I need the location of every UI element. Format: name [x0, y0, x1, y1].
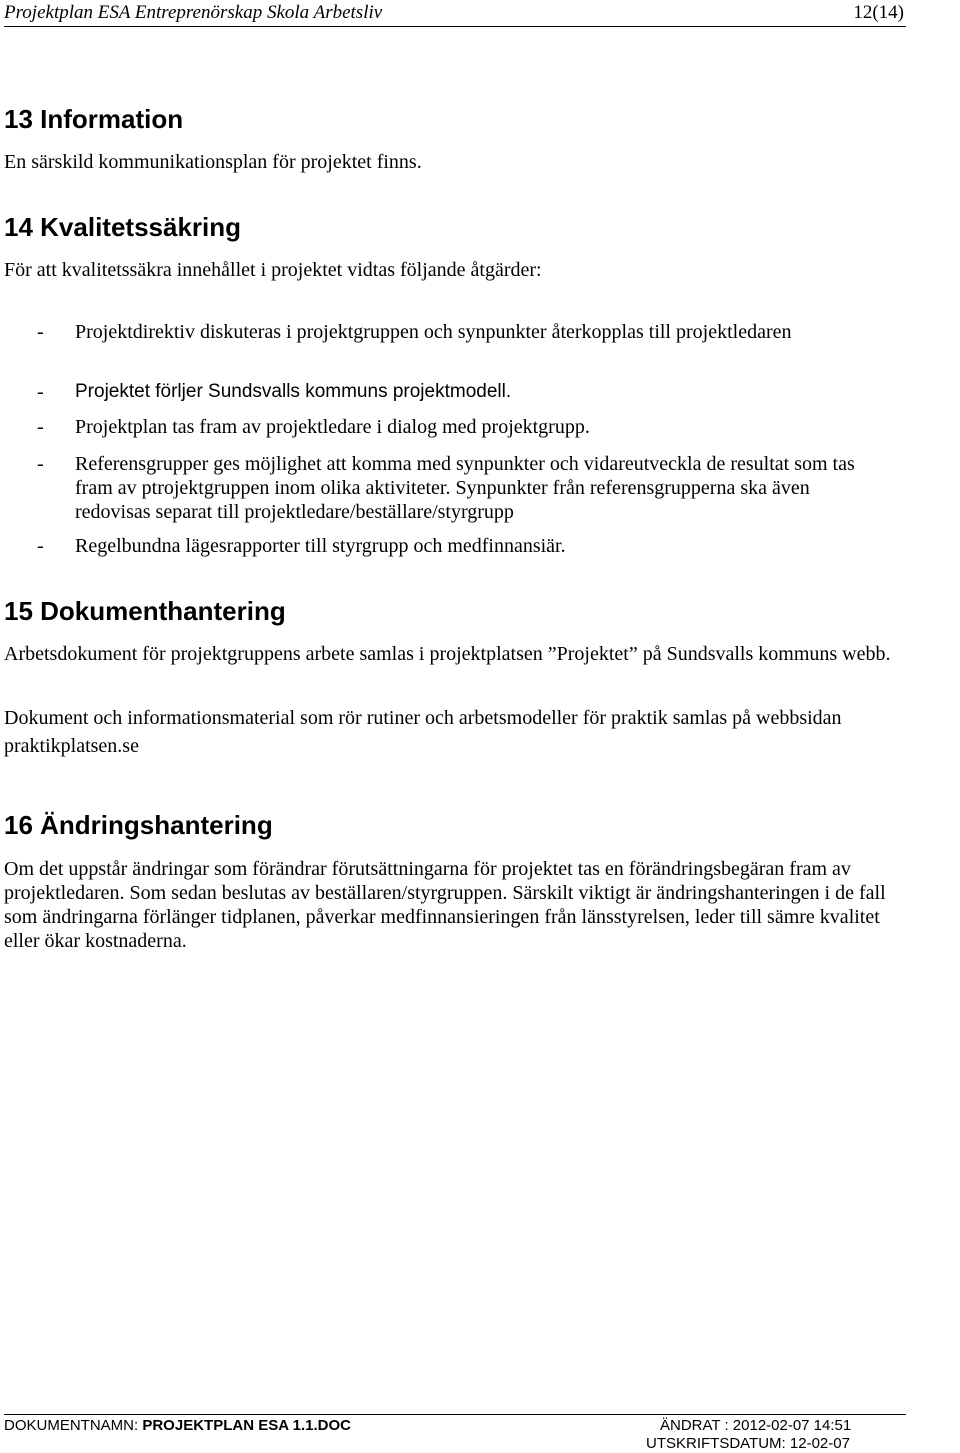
list-dash: -: [37, 535, 44, 557]
list-item-text: Referensgrupper ges möjlighet att komma med synpunkter och vidareutveckla de resultat som tas fram av ptrojektgruppen inom olika aktiviteter. Synpunkter från referensgrupperna ska även redovisas separat till projektledare/beställare/styrgrupp: [75, 453, 855, 523]
section-13-heading: 13 Information: [4, 104, 184, 134]
list-item-text: Projektet förljer Sundsvalls kommuns projektmodell.: [75, 381, 512, 402]
section-15-paragraph-1: Arbetsdokument för projektgruppens arbete samlas i projektplatsen ”Projektet” på Sundsvalls kommuns webb.: [4, 643, 891, 665]
list-dash: -: [37, 416, 44, 438]
list-dash: -: [37, 321, 44, 343]
section-14-heading: 14 Kvalitetssäkring: [4, 212, 242, 242]
footer-printed: UTSKRIFTSDATUM: 12-02-07: [646, 1435, 850, 1452]
section-16-paragraph: Om det uppstår ändringar som förändrar förutsättningarna för projektet tas en förändringsbegäran fram av projektledaren. Som sedan beslutas av beställaren/styrgruppen. Särskilt viktigt är ändringshanteringen i de fall som ändringarna förlänger tidplanen, påverkar medfinnansieringen från länsstyrelsen, leder till sämre kvalitet eller ökar kostnaderna.: [4, 858, 886, 952]
section-15-paragraph-2: Dokument och informationsmaterial som rör rutiner och arbetsmodeller för praktik samlas på webbsidan praktikplatsen.se: [4, 707, 842, 757]
list-item-text: Projektplan tas fram av projektledare i dialog med projektgrupp.: [75, 416, 590, 438]
list-item-text: Projektdirektiv diskuteras i projektgruppen och synpunkter återkopplas till projektledaren: [75, 321, 792, 343]
footer-docname: [4, 1417, 351, 1435]
document-title: Projektplan ESA Entreprenörskap Skola Arbetsliv: [4, 2, 383, 23]
section-14-intro: För att kvalitetssäkra innehållet i projektet vidtas följande åtgärder:: [4, 259, 542, 281]
list-dash: -: [37, 453, 44, 475]
footer-changed: ÄNDRAT : 2012-02-07 14:51: [660, 1417, 852, 1434]
list-dash: -: [37, 381, 44, 403]
section-16-heading: 16 Ändringshantering: [4, 810, 273, 840]
section-13-text: En särskild kommunikationsplan för projektet finns.: [4, 151, 422, 173]
page-header: [4, 0, 906, 27]
page-footer: [4, 1414, 906, 1452]
section-15-heading: 15 Dokumenthantering: [4, 596, 286, 626]
list-item-text: Regelbundna lägesrapporter till styrgrupp och medfinnansiär.: [75, 535, 566, 557]
page-number: 12(14): [853, 2, 904, 23]
footer-docname-value: PROJEKTPLAN ESA 1.1.DOC: [142, 1417, 351, 1434]
footer-docname-label: DOKUMENTNAMN:: [4, 1417, 139, 1434]
